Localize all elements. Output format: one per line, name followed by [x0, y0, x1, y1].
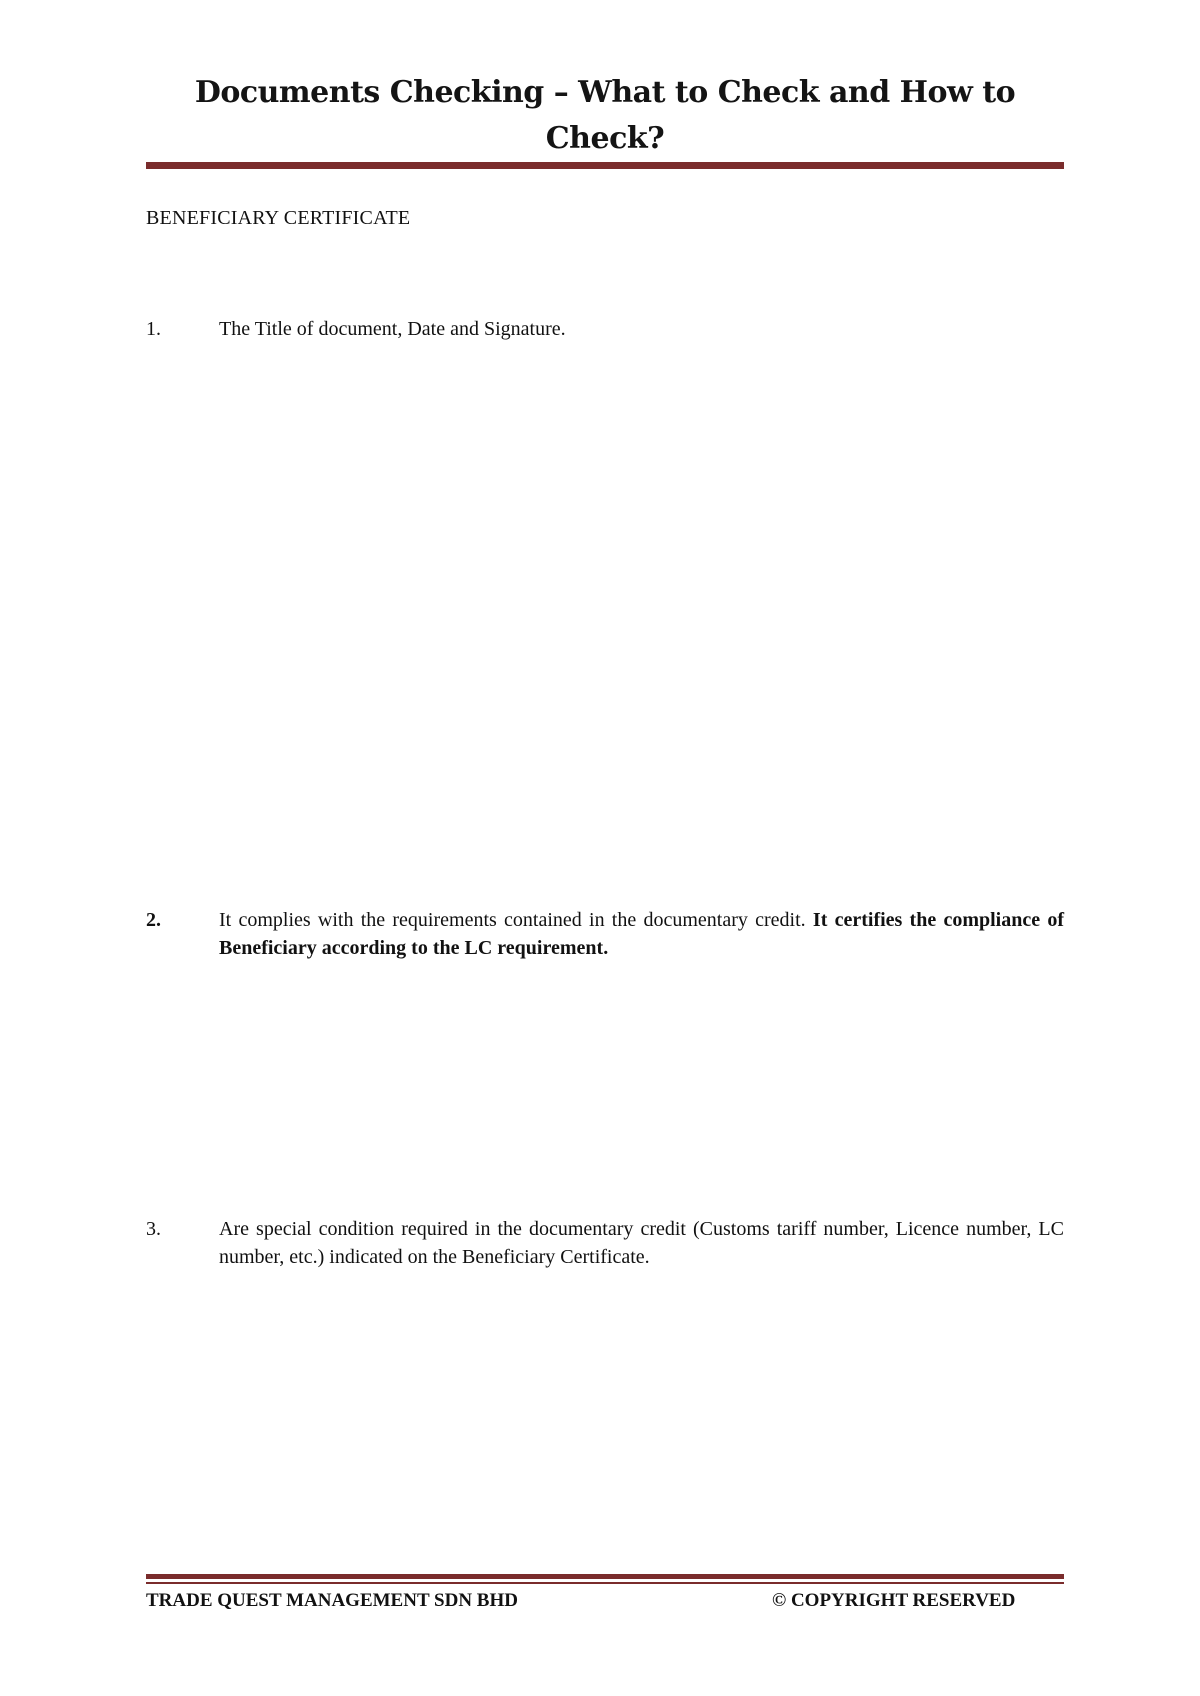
- checklist-item-1: [146, 315, 1064, 343]
- footer-rule-thick: [146, 1574, 1064, 1579]
- item-text-bold: It certifies the compliance of Beneficiary according to the LC requirement.: [219, 909, 1065, 959]
- section-heading: BENEFICIARY CERTIFICATE: [146, 207, 411, 229]
- item-text: The Title of document, Date and Signature.: [219, 318, 566, 340]
- item-number: 1.: [146, 318, 161, 340]
- header-rule: [146, 162, 1064, 169]
- item-number: 2.: [146, 909, 161, 931]
- footer-rule-thin: [146, 1582, 1064, 1584]
- item-text: Are special condition required in the documentary credit (Customs tariff number, Licence number, LC number, etc.) indicated on the Beneficiary Certificate.: [219, 1218, 1064, 1268]
- item-number: 3.: [146, 1218, 161, 1240]
- item-text-regular: It complies with the requirements contained in the documentary credit.: [219, 909, 806, 931]
- checklist-item-2: [146, 906, 1064, 962]
- footer-copyright: © COPYRIGHT RESERVED: [772, 1590, 1016, 1611]
- page-header: [146, 70, 1064, 169]
- page-title: Documents Checking – What to Check and How to Check?: [194, 75, 1016, 156]
- item-text: [219, 906, 1064, 962]
- checklist-item-3: [146, 1215, 1064, 1271]
- footer-rule: [146, 1574, 1064, 1584]
- footer-company: TRADE QUEST MANAGEMENT SDN BHD: [146, 1590, 518, 1611]
